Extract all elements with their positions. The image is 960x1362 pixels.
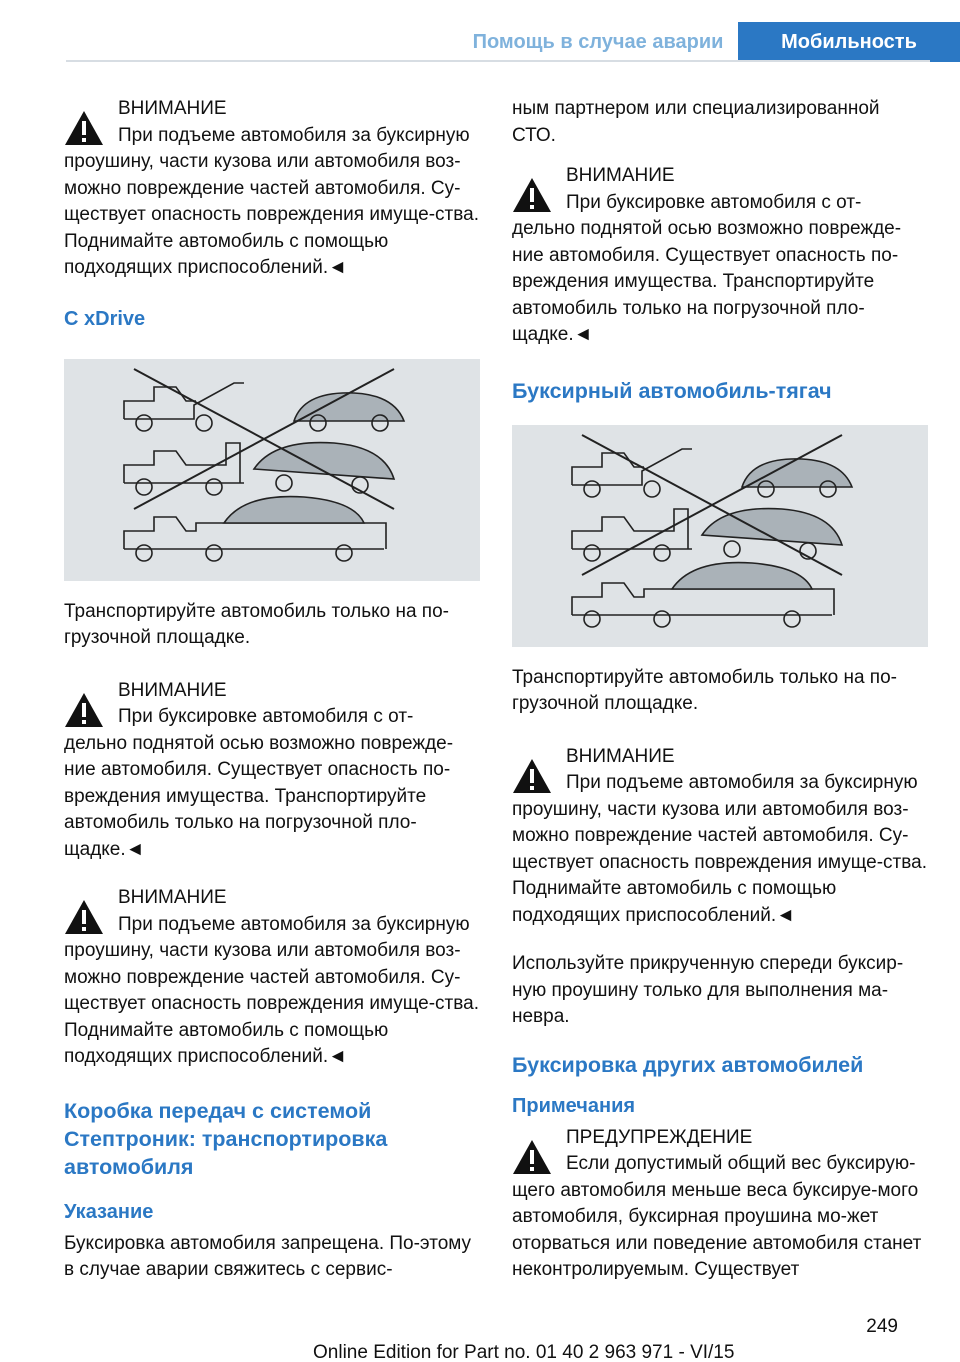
warning-text: проушину, части кузова или автомобиля воз-можно повреждение частей автомобиля. Су-ществует опасность повреждения имуще-ства. Поднимайте автомобиль с помощью подходящих приспособлений.◄ xyxy=(512,798,927,926)
warning-text: дельно поднятой осью возможно поврежде-ние автомобиля. Существует опасность по-вреждения имущества. Транспортируйте автомобиль только на погрузочной пло-щадке.◄ xyxy=(64,732,454,860)
page-number: 249 xyxy=(866,1316,898,1337)
section-heading-other-vehicles: Буксировка других автомобилей xyxy=(512,1052,864,1077)
warning-title: ВНИМАНИЕ xyxy=(118,887,227,908)
subheading-notes: Примечания xyxy=(512,1094,636,1117)
towing-diagram-icon xyxy=(512,425,928,647)
subheading-note: Указание xyxy=(64,1200,154,1223)
warning-first-line: Если допустимый общий вес буксирую- xyxy=(566,1153,916,1174)
warning-text: дельно поднятой осью возможно поврежде-ние автомобиля. Существует опасность по-вреждения имущества. Транспортируйте автомобиль только на погрузочной пло-щадке.◄ xyxy=(512,218,902,345)
tow-eye-text: Используйте прикрученную спереди буксир-ную проушину только для выполнения ма-невра. xyxy=(512,953,904,1027)
warning-title: ВНИМАНИЕ xyxy=(118,98,227,119)
section-heading-xdrive: С xDrive xyxy=(64,307,146,330)
warning-first-line: При подъеме автомобиля за буксирную xyxy=(566,772,918,793)
warning-block xyxy=(512,744,928,930)
right-column xyxy=(512,96,928,1306)
section-heading-tow-truck: Буксирный автомобиль-тягач xyxy=(512,378,832,403)
towing-diagram-icon xyxy=(64,359,480,581)
warning-title: ВНИМАНИЕ xyxy=(566,165,675,186)
warning-icon xyxy=(64,110,104,146)
warning-icon xyxy=(512,758,552,794)
header-divider xyxy=(66,60,930,62)
section-heading-steptronic: Коробка передач с системой Стептроник: транспортировка автомобиля xyxy=(64,1098,388,1179)
warning-icon xyxy=(512,1139,552,1175)
warning-block xyxy=(64,885,480,1071)
image-caption: Транспортируйте автомобиль только на по-грузочной площадке. xyxy=(64,600,449,648)
warning-block xyxy=(512,1125,928,1284)
towing-illustration xyxy=(512,425,928,647)
continued-text: ным партнером или специализированной СТО. xyxy=(512,98,880,146)
warning-first-line: При буксировке автомобиля с от- xyxy=(566,191,862,213)
warning-text: щего автомобиля меньше веса буксируе-мого автомобиля, буксирная проушина мо-жет оторваться или поведение автомобиля станет неконтролируемым. Существует xyxy=(512,1179,922,1280)
note-text: Буксировка автомобиля запрещена. По-этому в случае аварии свяжитесь с сервис- xyxy=(64,1232,472,1280)
warning-icon xyxy=(64,899,104,935)
section-tab-help: Помощь в случае аварии xyxy=(472,31,724,53)
image-caption: Транспортируйте автомобиль только на по-грузочной площадке. xyxy=(512,666,897,714)
warning-block xyxy=(64,678,480,864)
page-header xyxy=(0,0,960,62)
warning-title: ВНИМАНИЕ xyxy=(566,745,675,767)
warning-block xyxy=(64,96,480,282)
left-column xyxy=(64,96,480,1284)
section-tab-mobility: Мобильность xyxy=(738,22,960,62)
warning-icon xyxy=(64,692,104,728)
online-edition-note: Online Edition for Part no. 01 40 2 963 971 - VI/15 xyxy=(313,1342,735,1362)
warning-first-line: При подъеме автомобиля за буксирную xyxy=(118,913,470,935)
warning-icon xyxy=(512,177,552,213)
warning-title: ПРЕДУПРЕЖДЕНИЕ xyxy=(566,1126,753,1148)
warning-first-line: При буксировке автомобиля с от- xyxy=(118,706,414,727)
warning-text: проушину, части кузова или автомобиля воз-можно повреждение частей автомобиля. Су-ществует опасность повреждения имуще-ства. Поднимайте автомобиль с помощью подходящих приспособлений.◄ xyxy=(64,940,479,1067)
warning-block xyxy=(512,163,928,349)
towing-illustration xyxy=(64,359,480,581)
warning-title: ВНИМАНИЕ xyxy=(118,679,227,701)
warning-first-line: При подъеме автомобиля за буксирную xyxy=(118,124,470,146)
warning-text: проушину, части кузова или автомобиля воз-можно повреждение частей автомобиля. Су-ществует опасность повреждения имуще-ства. Поднимайте автомобиль с помощью подходящих приспособлений.◄ xyxy=(64,151,479,278)
